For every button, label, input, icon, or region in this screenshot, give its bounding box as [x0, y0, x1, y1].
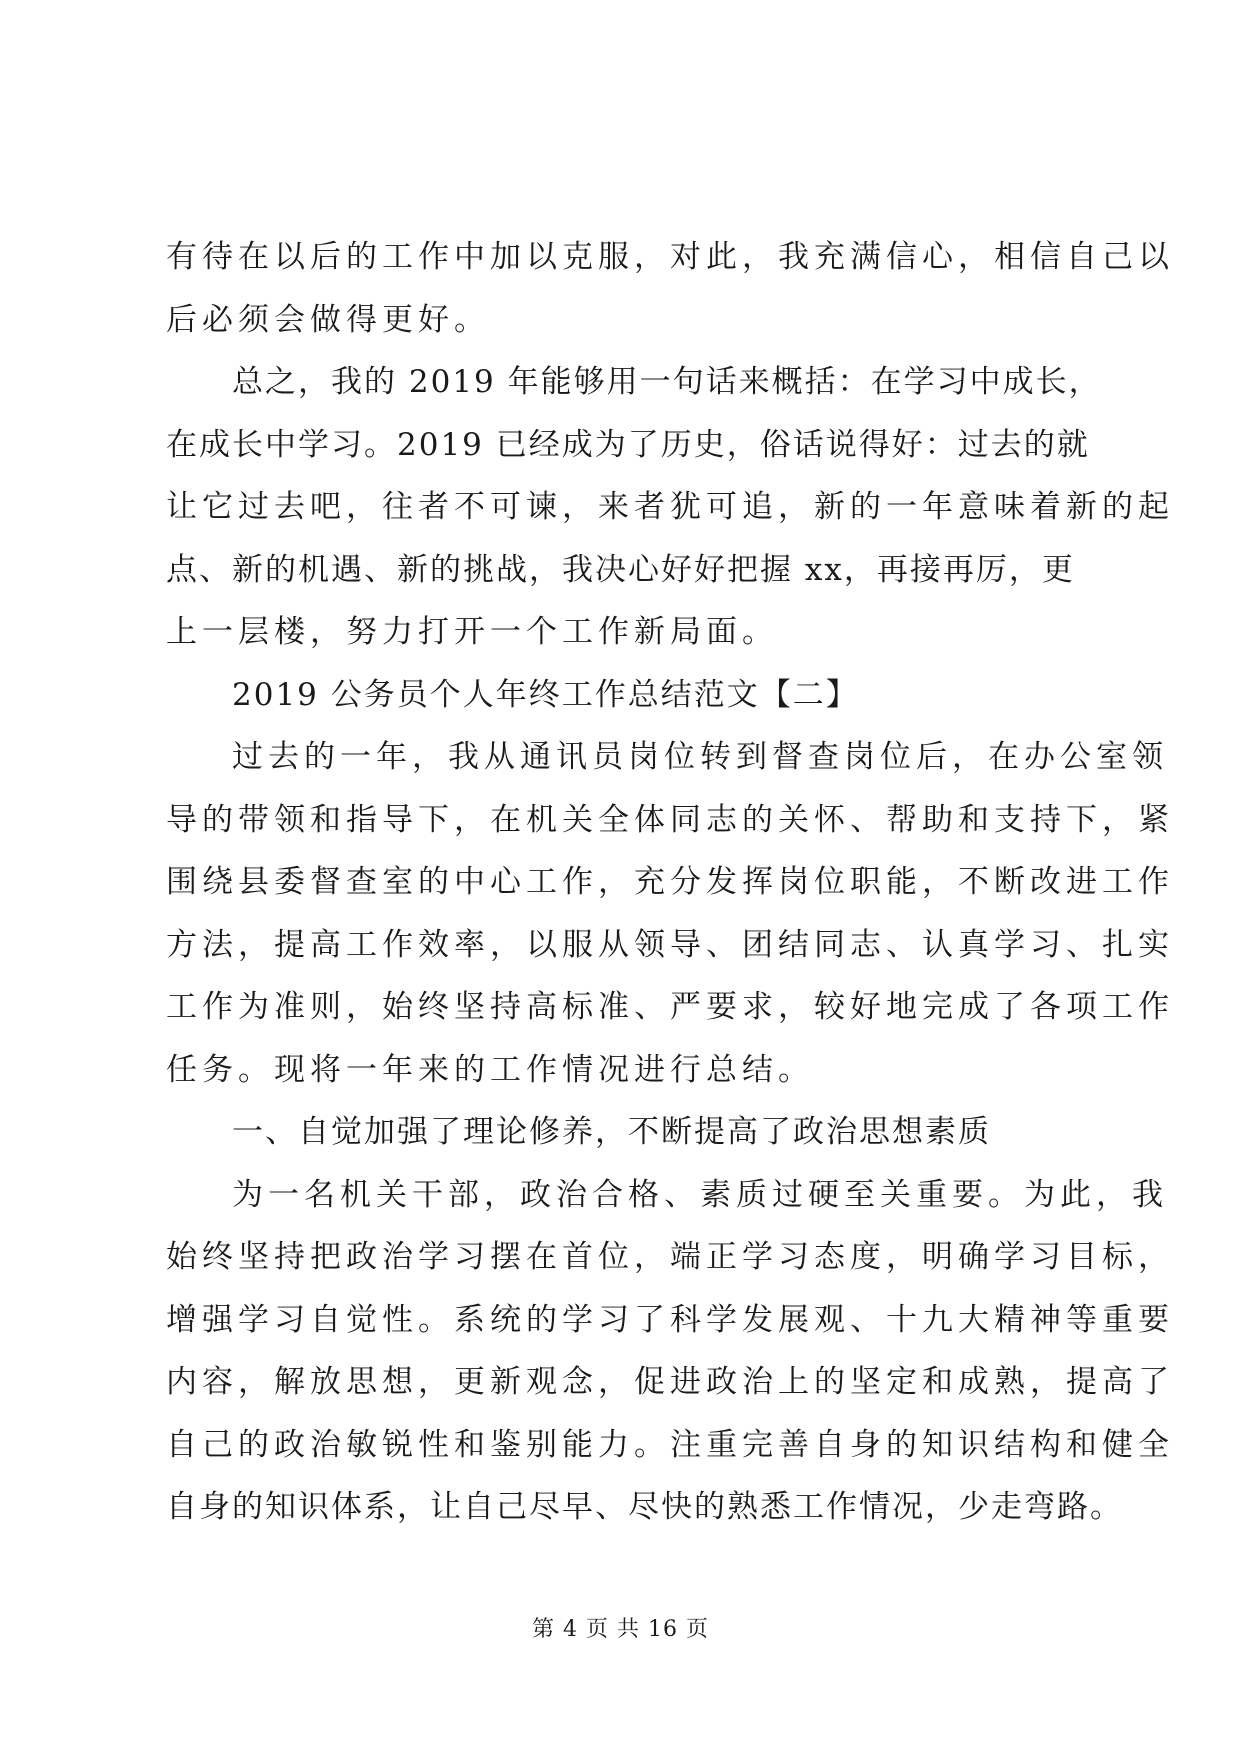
- text-line: 在成长中学习。2019 已经成为了历史，俗话说得好：过去的就: [166, 426, 1090, 463]
- text-line: 自己的政治敏锐性和鉴别能力。注重完善自身的知识结构和健全: [166, 1426, 1174, 1463]
- page-footer: 第 4 页 共 16 页: [532, 1617, 709, 1642]
- text-line: 点、新的机遇、新的挑战，我决心好好把握 xx，再接再厉，更: [166, 551, 1075, 588]
- text-line: 有待在以后的工作中加以克服，对此，我充满信心，相信自己以: [166, 239, 1174, 275]
- text-line: 任务。现将一年来的工作情况进行总结。: [166, 1051, 814, 1088]
- text-line: 始终坚持把政治学习摆在首位，端正学习态度，明确学习目标，: [166, 1239, 1174, 1275]
- text-line: 后必须会做得更好。: [166, 301, 490, 338]
- text-line: 让它过去吧，往者不可谏，来者犹可追，新的一年意味着新的起: [166, 489, 1174, 525]
- text-line: 自身的知识体系，让自己尽早、尽快的熟悉工作情况，少走弯路。: [166, 1489, 1123, 1525]
- text-line: 围绕县委督查室的中心工作，充分发挥岗位职能，不断改进工作: [166, 864, 1174, 900]
- text-line: 导的带领和指导下，在机关全体同志的关怀、帮助和支持下，紧: [166, 801, 1174, 838]
- text-line: 工作为准则，始终坚持高标准、严要求，较好地完成了各项工作: [166, 989, 1174, 1025]
- text-line: 增强学习自觉性。系统的学习了科学发展观、十九大精神等重要: [166, 1301, 1174, 1338]
- text-line: 为一名机关干部，政治合格、素质过硬至关重要。为此，我: [232, 1176, 1168, 1213]
- document-body: [166, 226, 1174, 1539]
- text-line: 内容，解放思想，更新观念，促进政治上的坚定和成熟，提高了: [166, 1364, 1174, 1400]
- section-heading: 一、自觉加强了理论修养，不断提高了政治思想素质: [232, 1114, 991, 1150]
- text-line: 过去的一年，我从通讯员岗位转到督查岗位后，在办公室领: [232, 739, 1168, 775]
- section-heading: 2019 公务员个人年终工作总结范文【二】: [232, 676, 859, 713]
- text-line: 总之，我的 2019 年能够用一句话来概括：在学习中成长，: [232, 364, 1102, 400]
- text-line: 方法，提高工作效率，以服从领导、团结同志、认真学习、扎实: [166, 926, 1174, 963]
- text-line: 上一层楼，努力打开一个工作新局面。: [166, 614, 778, 650]
